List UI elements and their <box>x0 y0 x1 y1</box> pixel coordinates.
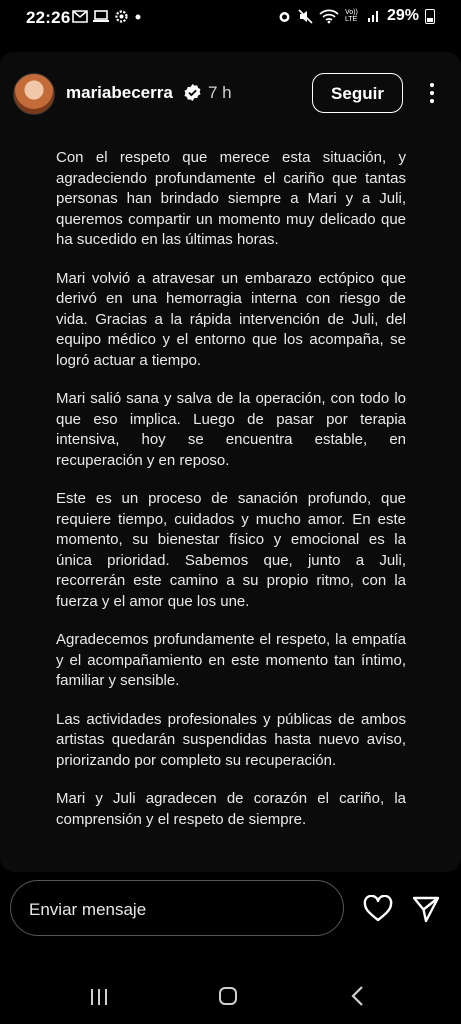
wifi-icon <box>319 9 339 24</box>
follow-button[interactable]: Seguir <box>312 73 403 113</box>
recents-icon[interactable] <box>89 988 109 1006</box>
story-paragraph: Mari volvió a atravesar un embarazo ectópico que derivó en una hemorragia interna con riesgo de vida. Gracias a la rápida intervención de Juli, del equipo médico y el entorno que los acompaña, se logró actuar a tiempo. <box>56 269 406 369</box>
send-icon[interactable] <box>411 894 441 924</box>
battery-icon <box>425 9 435 24</box>
status-time: 22:26 <box>26 8 71 27</box>
heart-icon[interactable] <box>363 895 393 923</box>
volte-icon: Vo)) LTE <box>344 9 358 23</box>
more-options-icon[interactable] <box>424 80 440 108</box>
status-bar <box>0 0 461 36</box>
story-paragraph: Las actividades profesionales y públicas de ambos artistas quedarán suspendidas hasta nuevo aviso, priorizando por completo su recuperación. <box>56 710 406 769</box>
story-paragraph: Este es un proceso de sanación profundo, que requiere tiempo, cuidados y mucho amor. En este momento, su bienestar físico y emocional es la única prioridad. Sabemos que, junto a Juli, recorrerán este camino a su propio ritmo, con la fuerza y el amor que los une. <box>56 490 406 610</box>
verified-badge-icon <box>183 83 202 102</box>
username[interactable]: mariabecerra <box>66 83 173 102</box>
story-paragraph: Agradecemos profundamente el respeto, la empatía y el acompañamiento en este momento tan íntimo, familiar y sensible. <box>56 631 406 689</box>
mute-icon <box>298 9 313 24</box>
avatar[interactable] <box>13 73 55 115</box>
laptop-icon <box>92 10 110 23</box>
story-paragraph: Mari y Juli agradecen de corazón el cariño, la comprensión y el respeto de siempre. <box>56 790 406 828</box>
story-text <box>56 148 406 848</box>
battery-percent: 29% <box>386 7 419 24</box>
story-header <box>0 52 461 138</box>
system-nav-bar <box>0 960 461 1024</box>
home-icon[interactable] <box>218 986 238 1006</box>
story-paragraph: Mari salió sana y salva de la operación, con todo lo que eso implica. Luego de pasar por terapia intensiva, hoy se encuentra estable, en recuperación y en reposo. <box>56 390 406 469</box>
message-input[interactable] <box>10 880 344 936</box>
message-placeholder: Enviar mensaje <box>29 900 147 919</box>
gmail-icon <box>72 10 88 23</box>
signal-icon <box>367 9 381 23</box>
back-icon[interactable] <box>350 985 364 1007</box>
settings-icon <box>114 9 129 24</box>
story-paragraph: Con el respeto que merece esta situación, y agradeciendo profundamente el cariño que tantas personas han brindado siempre a Mari y a Juli, queremos compartir un momento muy delicado que ha sucedido en las últimas horas. <box>56 149 406 248</box>
status-left-icons <box>72 9 143 24</box>
alarm-icon <box>277 9 292 24</box>
dot-icon <box>133 12 143 22</box>
status-right-icons <box>277 7 435 25</box>
story-card[interactable] <box>0 52 461 872</box>
story-time-ago: 7 h <box>208 83 232 102</box>
